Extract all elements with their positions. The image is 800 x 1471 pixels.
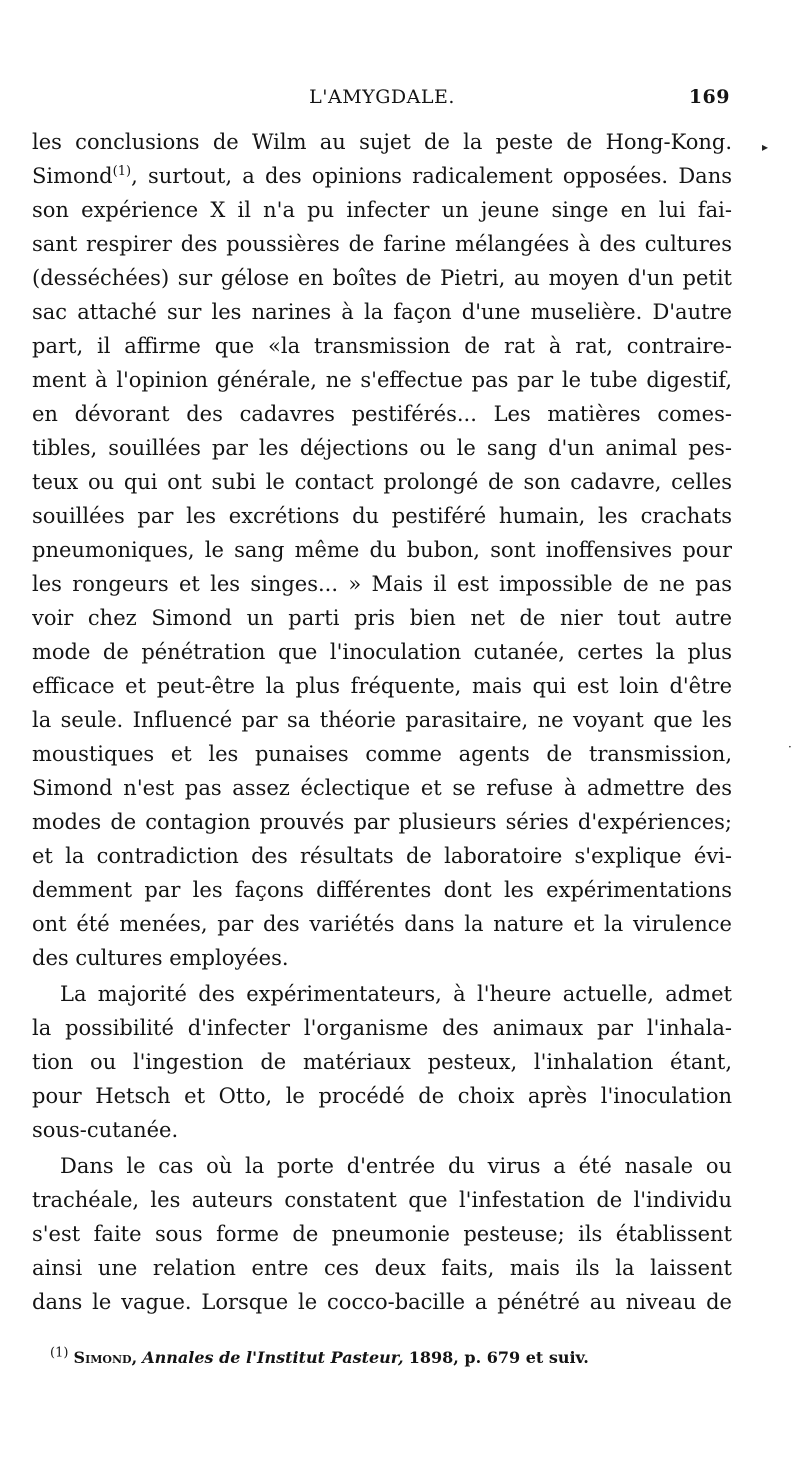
text-line: s'est faite sous forme de pneumonie pesteuse; ils établissent [32,1222,732,1246]
text-line: son expérience X il n'a pu infecter un jeune singe en lui fai- [32,198,732,222]
text-line: et la contradiction des résultats de laboratoire s'explique évi- [32,844,732,868]
text-line: des cultures employées. [32,946,289,970]
text-line: sant respirer des poussières de farine mélangées à des cultures [32,232,732,256]
text-line: mode de pénétration que l'inoculation cutanée, certes la plus [32,640,732,664]
text-line: ainsi une relation entre ces deux faits, mais ils la laissent [32,1256,732,1280]
text-line: (desséchées) sur gélose en boîtes de Pietri, au moyen d'un petit [32,266,732,290]
text-line: voir chez Simond un parti pris bien net de nier tout autre [32,606,732,630]
text-line: la seule. Influencé par sa théorie parasitaire, ne voyant que les [32,708,732,732]
text-line: Simond n'est pas assez éclectique et se refuse à admettre des [32,776,732,800]
text-line: teux ou qui ont subi le contact prolongé de son cadavre, celles [32,470,732,494]
text-line: les rongeurs et les singes... » Mais il est impossible de ne pas [32,572,732,596]
text-line: La majorité des expérimentateurs, à l'heure actuelle, admet [60,982,732,1006]
text-line: trachéale, les auteurs constatent que l'infestation de l'individu [32,1188,732,1212]
body-text [32,125,732,1319]
text-line: dans le vague. Lorsque le cocco-bacille a pénétré au niveau de [32,1290,732,1314]
page-number: 169 [688,86,730,108]
text-line-end: , surtout, a des opinions radicalement opposées. Dans [131,164,732,188]
text-line: demment par les façons différentes dont les expérimentations [32,878,732,902]
margin-speck: ▸ [762,140,769,154]
text-line: pour Hetsch et Otto, le procédé de choix après l'inoculation [32,1084,732,1108]
text-line-start: Simond [32,164,113,188]
footnote [50,1346,730,1370]
text-line: Dans le cas où la porte d'entrée du virus a été nasale ou [60,1154,732,1178]
text-line: ont été menées, par des variétés dans la nature et la virulence [32,912,732,936]
text-line [32,159,732,193]
text-line: ment à l'opinion générale, ne s'effectue pas par le tube digestif, [32,368,732,392]
running-head [34,86,730,116]
text-line: les conclusions de Wilm au sujet de la peste de Hong-Kong. [32,130,732,154]
text-line: modes de contagion prouvés par plusieurs séries d'expériences; [32,810,732,834]
text-line: en dévorant des cadavres pestiférés... Les matières comes- [32,402,732,426]
running-title: L'AMYGDALE. [309,86,455,108]
text-line: pneumoniques, le sang même du bubon, sont inoffensives pour [32,538,732,562]
footnote-marker: (1) [50,1345,69,1361]
margin-speck: · [788,740,792,754]
text-line: sac attaché sur les narines à la façon d'une muselière. D'autre [32,300,732,324]
text-line: part, il affirme que «la transmission de rat à rat, contraire- [32,334,732,358]
text-line: efficace et peut-être la plus fréquente, mais qui est loin d'être [32,674,732,698]
text-line: sous-cutanée. [32,1118,179,1142]
text-line: la possibilité d'infecter l'organisme des animaux par l'inhala- [32,1016,732,1040]
text-line: tibles, souillées par les déjections ou le sang d'un animal pes- [32,436,732,460]
text-line: tion ou l'ingestion de matériaux pesteux, l'inhalation étant, [32,1050,732,1074]
footnote-reference-detail: 1898, p. 679 et suiv. [408,1348,589,1367]
footnote-reference: (1) [112,164,132,179]
footnote-journal: Annales de l'Institut Pasteur, [142,1348,404,1367]
footnote-author: Simond, [73,1348,138,1367]
text-line: souillées par les excrétions du pestiféré humain, les crachats [32,504,732,528]
text-line: moustiques et les punaises comme agents de transmission, [32,742,732,766]
